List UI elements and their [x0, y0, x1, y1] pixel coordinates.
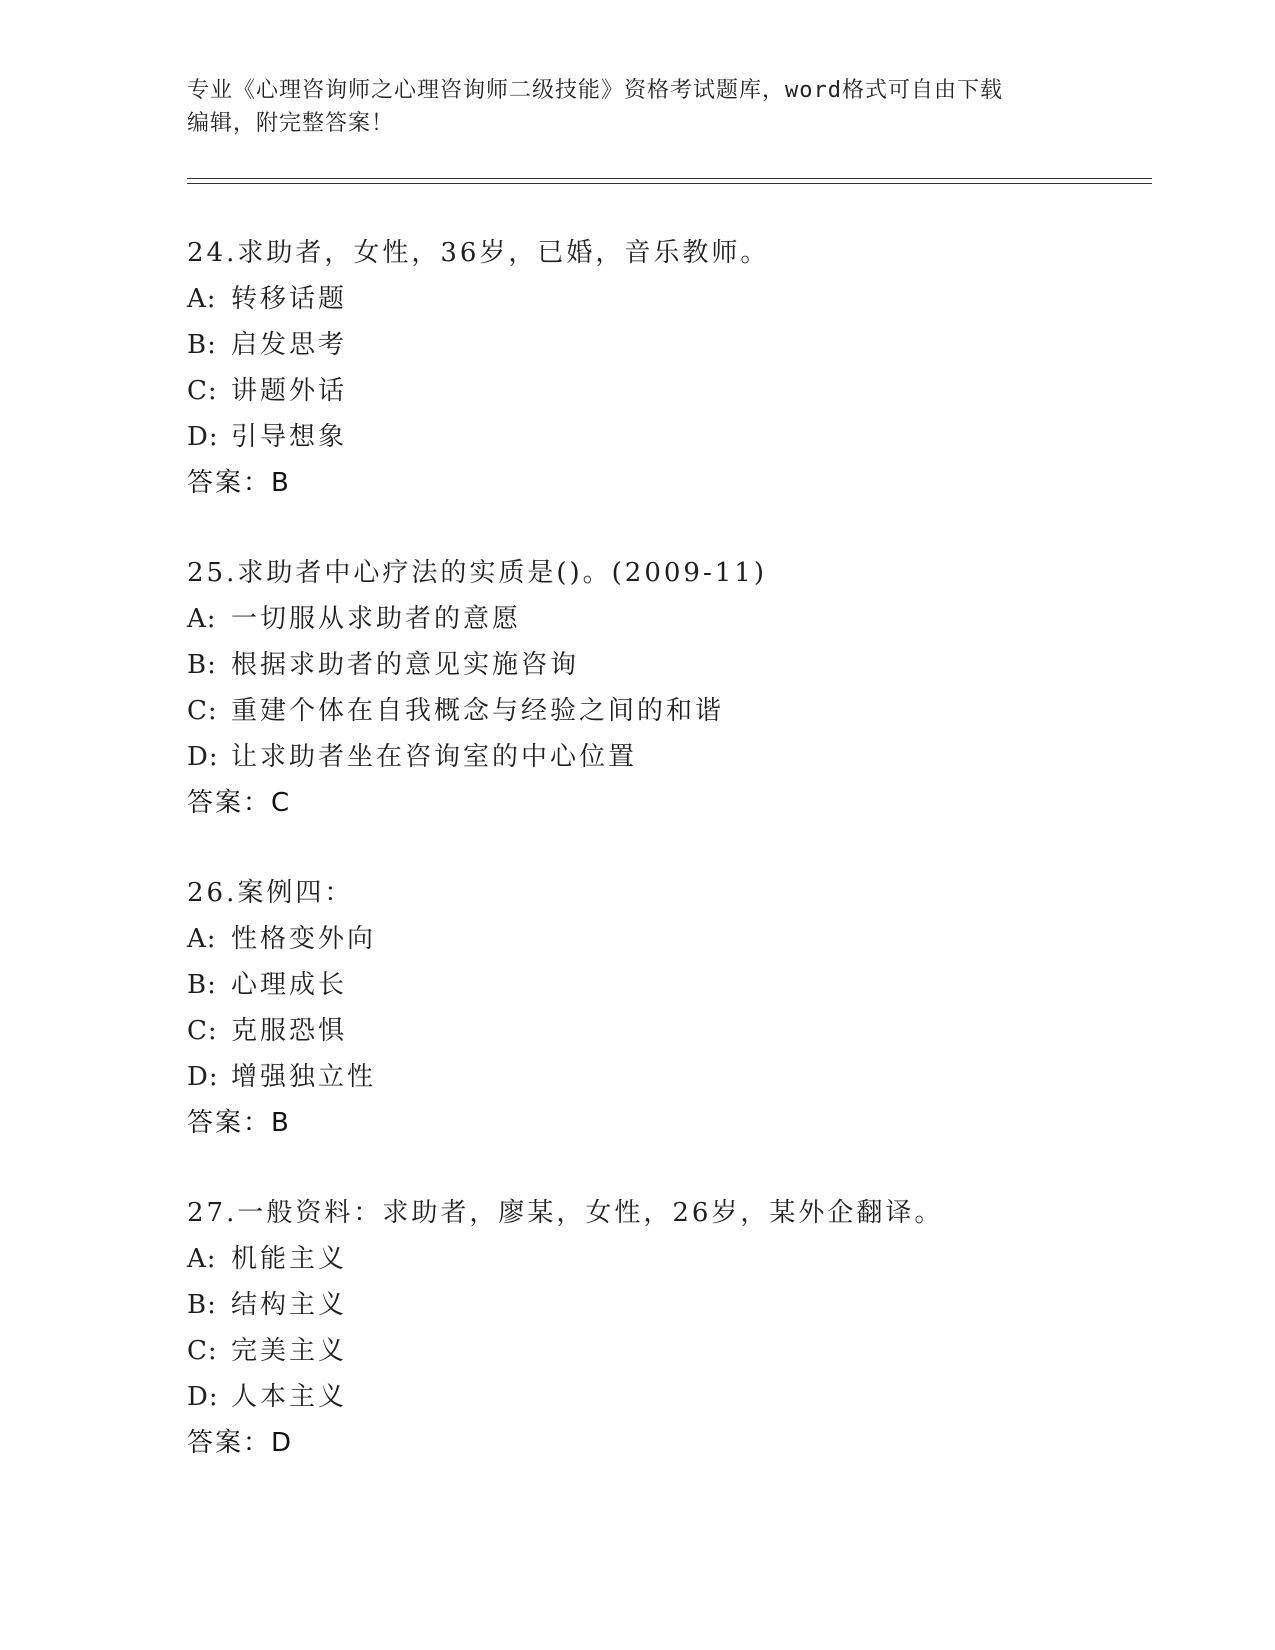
option-letter: C:	[187, 1336, 218, 1366]
option-c	[187, 368, 1147, 414]
option-letter: D:	[187, 1382, 219, 1412]
option-b	[187, 322, 1147, 368]
option-a	[187, 596, 1147, 642]
option-letter: B:	[187, 970, 217, 1000]
question-stem: 27.一般资料：求助者，廖某，女性，26岁，某外企翻译。	[187, 1198, 944, 1228]
option-letter: D:	[187, 742, 219, 772]
question-stem: 25.求助者中心疗法的实质是()。(2009-11)	[187, 558, 767, 588]
option-text: 重建个体在自我概念与经验之间的和谐	[231, 696, 725, 726]
question-25	[187, 550, 1147, 826]
option-letter: D:	[187, 1062, 219, 1092]
option-letter: B:	[187, 650, 217, 680]
option-letter: B:	[187, 1290, 217, 1320]
option-text: 性格变外向	[231, 924, 377, 954]
option-c	[187, 1328, 1147, 1374]
option-text: 引导想象	[231, 422, 348, 452]
option-c	[187, 688, 1147, 734]
document-header	[187, 74, 1087, 140]
option-text: 结构主义	[231, 1290, 348, 1320]
option-c	[187, 1008, 1147, 1054]
option-a	[187, 276, 1147, 322]
option-a	[187, 916, 1147, 962]
answer-line: 答案：C	[187, 788, 292, 818]
question-stem: 24.求助者，女性，36岁，已婚，音乐教师。	[187, 238, 770, 268]
answer-line: 答案：B	[187, 1108, 291, 1138]
header-divider-bottom	[187, 183, 1152, 184]
answer-line: 答案：D	[187, 1428, 294, 1458]
option-text: 克服恐惧	[231, 1016, 348, 1046]
question-27	[187, 1190, 1147, 1466]
option-b	[187, 642, 1147, 688]
header-line-1: 专业《心理咨询师之心理咨询师二级技能》资格考试题库，word格式可自由下载	[187, 78, 1003, 103]
option-text: 机能主义	[231, 1244, 348, 1274]
option-d	[187, 1054, 1147, 1100]
option-letter: C:	[187, 376, 218, 406]
option-letter: C:	[187, 1016, 218, 1046]
option-letter: D:	[187, 422, 219, 452]
option-text: 人本主义	[231, 1382, 348, 1412]
option-d	[187, 414, 1147, 460]
option-letter: A:	[187, 1244, 217, 1274]
option-text: 转移话题	[231, 284, 348, 314]
option-text: 心理成长	[231, 970, 348, 1000]
option-text: 一切服从求助者的意愿	[231, 604, 522, 634]
option-letter: A:	[187, 924, 217, 954]
option-text: 让求助者坐在咨询室的中心位置	[231, 742, 638, 772]
option-letter: A:	[187, 604, 217, 634]
header-divider-top	[187, 178, 1152, 179]
option-text: 根据求助者的意见实施咨询	[231, 650, 580, 680]
option-text: 增强独立性	[231, 1062, 377, 1092]
header-line-2: 编辑，附完整答案！	[187, 111, 395, 136]
option-a	[187, 1236, 1147, 1282]
option-text: 完美主义	[231, 1336, 348, 1366]
option-text: 讲题外话	[231, 376, 348, 406]
option-letter: B:	[187, 330, 217, 360]
option-letter: C:	[187, 696, 218, 726]
option-text: 启发思考	[231, 330, 348, 360]
question-26	[187, 870, 1147, 1146]
option-b	[187, 1282, 1147, 1328]
option-letter: A:	[187, 284, 217, 314]
option-b	[187, 962, 1147, 1008]
question-24	[187, 230, 1147, 506]
option-d	[187, 734, 1147, 780]
option-d	[187, 1374, 1147, 1420]
answer-line: 答案：B	[187, 468, 291, 498]
question-stem: 26.案例四：	[187, 878, 354, 908]
